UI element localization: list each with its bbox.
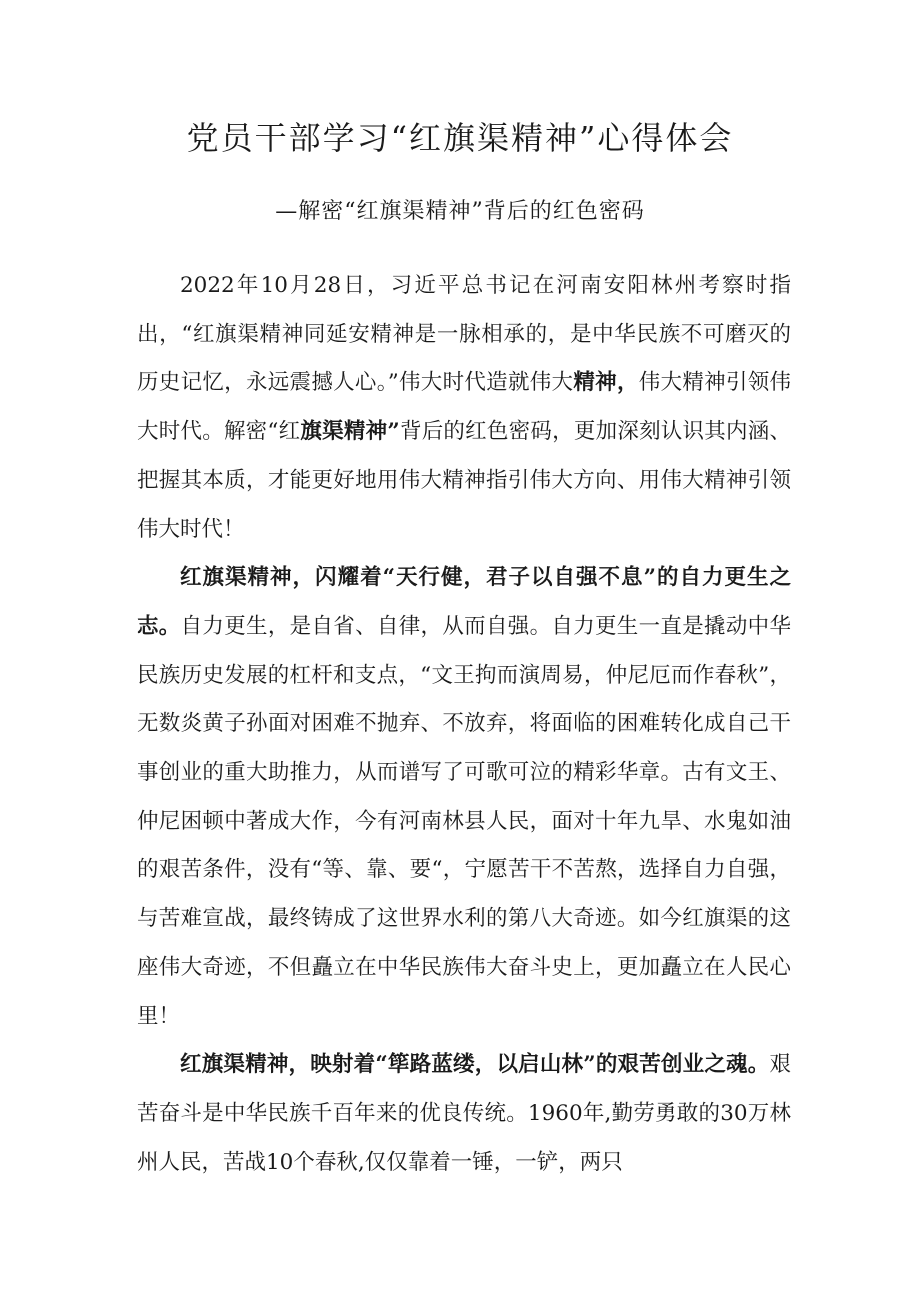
bold-text-run: 红旗渠精神，闪耀着“天行健，君子以自强不息”的自力更生之志。: [137, 565, 791, 639]
body-paragraph: [137, 262, 791, 554]
text-run: 2022年10月28日，习近平总书记在河南安阳林州考察时指出，“红旗渠精神同延安精神是一脉相承的，是中华民族不可磨灭的历史记忆，永远震撼人心。”伟大时代造就伟大: [137, 273, 791, 396]
text-run: 自力更生，是自省、自律，从而自强。自力更生一直是撬动中华民族历史发展的杠杆和支点，“文王拘而演周易，仲尼厄而作春秋”，无数炎黄子孙面对困难不抛弃、不放弃，将面临的困难转化成自己干事创业的重大助推力，从而谱写了可歌可泣的精彩华章。古有文王、仲尼困顿中著成大作，今有河南林县人民，面对十年九旱、水鬼如油的艰苦条件，没有“等、靠、要“，宁愿苦干不苦熬，选择自力自强，与苦难宣战，最终铸成了这世界水利的第八大奇迹。如今红旗渠的这座伟大奇迹，不但矗立在中华民族伟大奋斗史上，更加矗立在人民心里！: [137, 613, 791, 1029]
text-run: 艰苦奋斗是中华民族千百年来的优良传统。1960年,勤劳勇敢的30万林州人民，苦战10个春秋,仅仅靠着一锤，一铲，两只: [137, 1052, 791, 1175]
text-run: 背后的红色密码，更加深刻认识其内涵、把握其本质，才能更好地用伟大精神指引伟大方向、用伟大精神引领伟大时代！: [137, 419, 791, 542]
document-body: [137, 262, 791, 1187]
document-title: 党员干部学习“红旗渠精神”心得体会: [186, 119, 734, 157]
document-subtitle: —解密“红旗渠精神”背后的红色密码: [275, 199, 645, 224]
body-paragraph: [137, 1041, 791, 1187]
bold-text-run: 精神，: [573, 370, 639, 396]
body-paragraph: [137, 554, 791, 1041]
text-run: 伟大精神引领伟大时代。解密“红: [137, 370, 791, 445]
bold-text-run: 旗渠精神”: [300, 419, 400, 445]
bold-text-run: 红旗渠精神，映射着“筚路蓝缕，以启山林”的艰苦创业之魂。: [180, 1052, 770, 1078]
